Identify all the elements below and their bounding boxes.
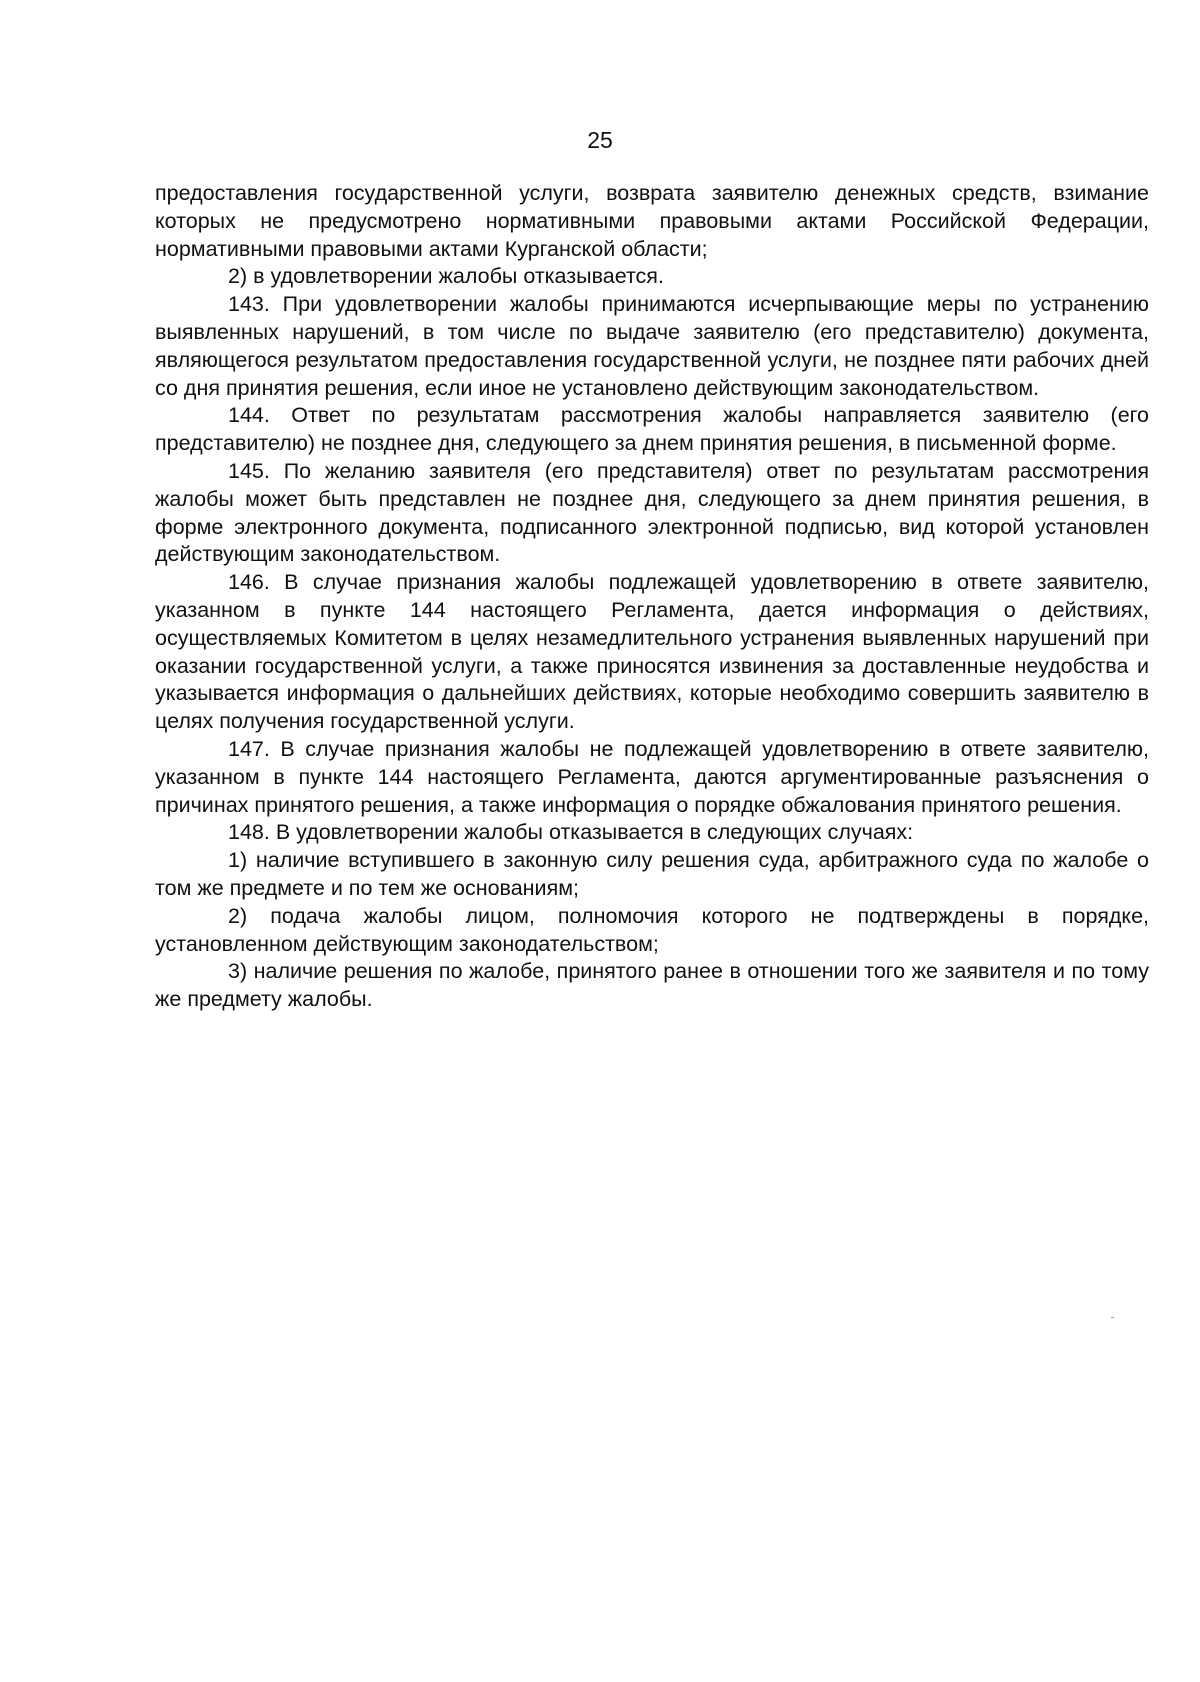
paragraph-148-item-2: 2) подача жалобы лицом, полномочия которого не подтверждены в порядке, установленном действующим законодательством;: [155, 903, 1149, 956]
paragraph-147: 147. В случае признания жалобы не подлежащей удовлетворению в ответе заявителю, указанном в пункте 144 настоящего Регламента, даются аргументированные разъяснения о причинах принятого решения, а также информация о порядке обжалования принятого решения.: [155, 736, 1149, 817]
paragraph-148-item-1: 1) наличие вступившего в законную силу решения суда, арбитражного суда по жалобе о том же предмете и по тем же основаниям;: [155, 848, 1149, 900]
scan-speck: [1111, 1317, 1114, 1318]
paragraph-146: 146. В случае признания жалобы подлежащей удовлетворению в ответе заявителю, указанном в пункте 144 настоящего Регламента, дается информация о действиях, осуществляемых Комитетом в целях незамедлительного устранения выявленных нарушений при оказании государственной услуги, а также приносятся извинения за доставленные неудобства и указывается информация о дальнейших действиях, которые необходимо совершить заявителю в целях получения государственной услуги.: [155, 570, 1149, 734]
paragraph-continuation: предоставления государственной услуги, возврата заявителю денежных средств, взимание которых не предусмотрено нормативными правовыми актами Российской Федерации, нормативными правовыми актами Курганской области;: [155, 181, 1149, 261]
page-number: 25: [587, 127, 613, 153]
paragraph-143: 143. При удовлетворении жалобы принимаются исчерпывающие меры по устранению выявленных нарушений, в том числе по выдаче заявителю (его представителю) документа, являющегося результатом предоставления государственной услуги, не позднее пяти рабочих дней со дня принятия решения, если иное не установлено действующим законодательством.: [155, 292, 1149, 400]
document-body: [155, 180, 1149, 1014]
paragraph-148: 148. В удовлетворении жалобы отказывается в следующих случаях:: [228, 820, 914, 845]
paragraph-144: 144. Ответ по результатам рассмотрения жалобы направляется заявителю (его представителю) не позднее дня, следующего за днем принятия решения, в письменной форме.: [155, 403, 1149, 456]
paragraph-item-2: 2) в удовлетворении жалобы отказывается.: [228, 264, 664, 289]
paragraph-148-item-3: 3) наличие решения по жалобе, принятого ранее в отношении того же заявителя и по тому же предмету жалобы.: [155, 959, 1149, 1012]
paragraph-145: 145. По желанию заявителя (его представителя) ответ по результатам рассмотрения жалобы может быть представлен не позднее дня, следующего за днем принятия решения, в форме электронного документа, подписанного электронной подписью, вид которой установлен действующим законодательством.: [155, 458, 1149, 567]
